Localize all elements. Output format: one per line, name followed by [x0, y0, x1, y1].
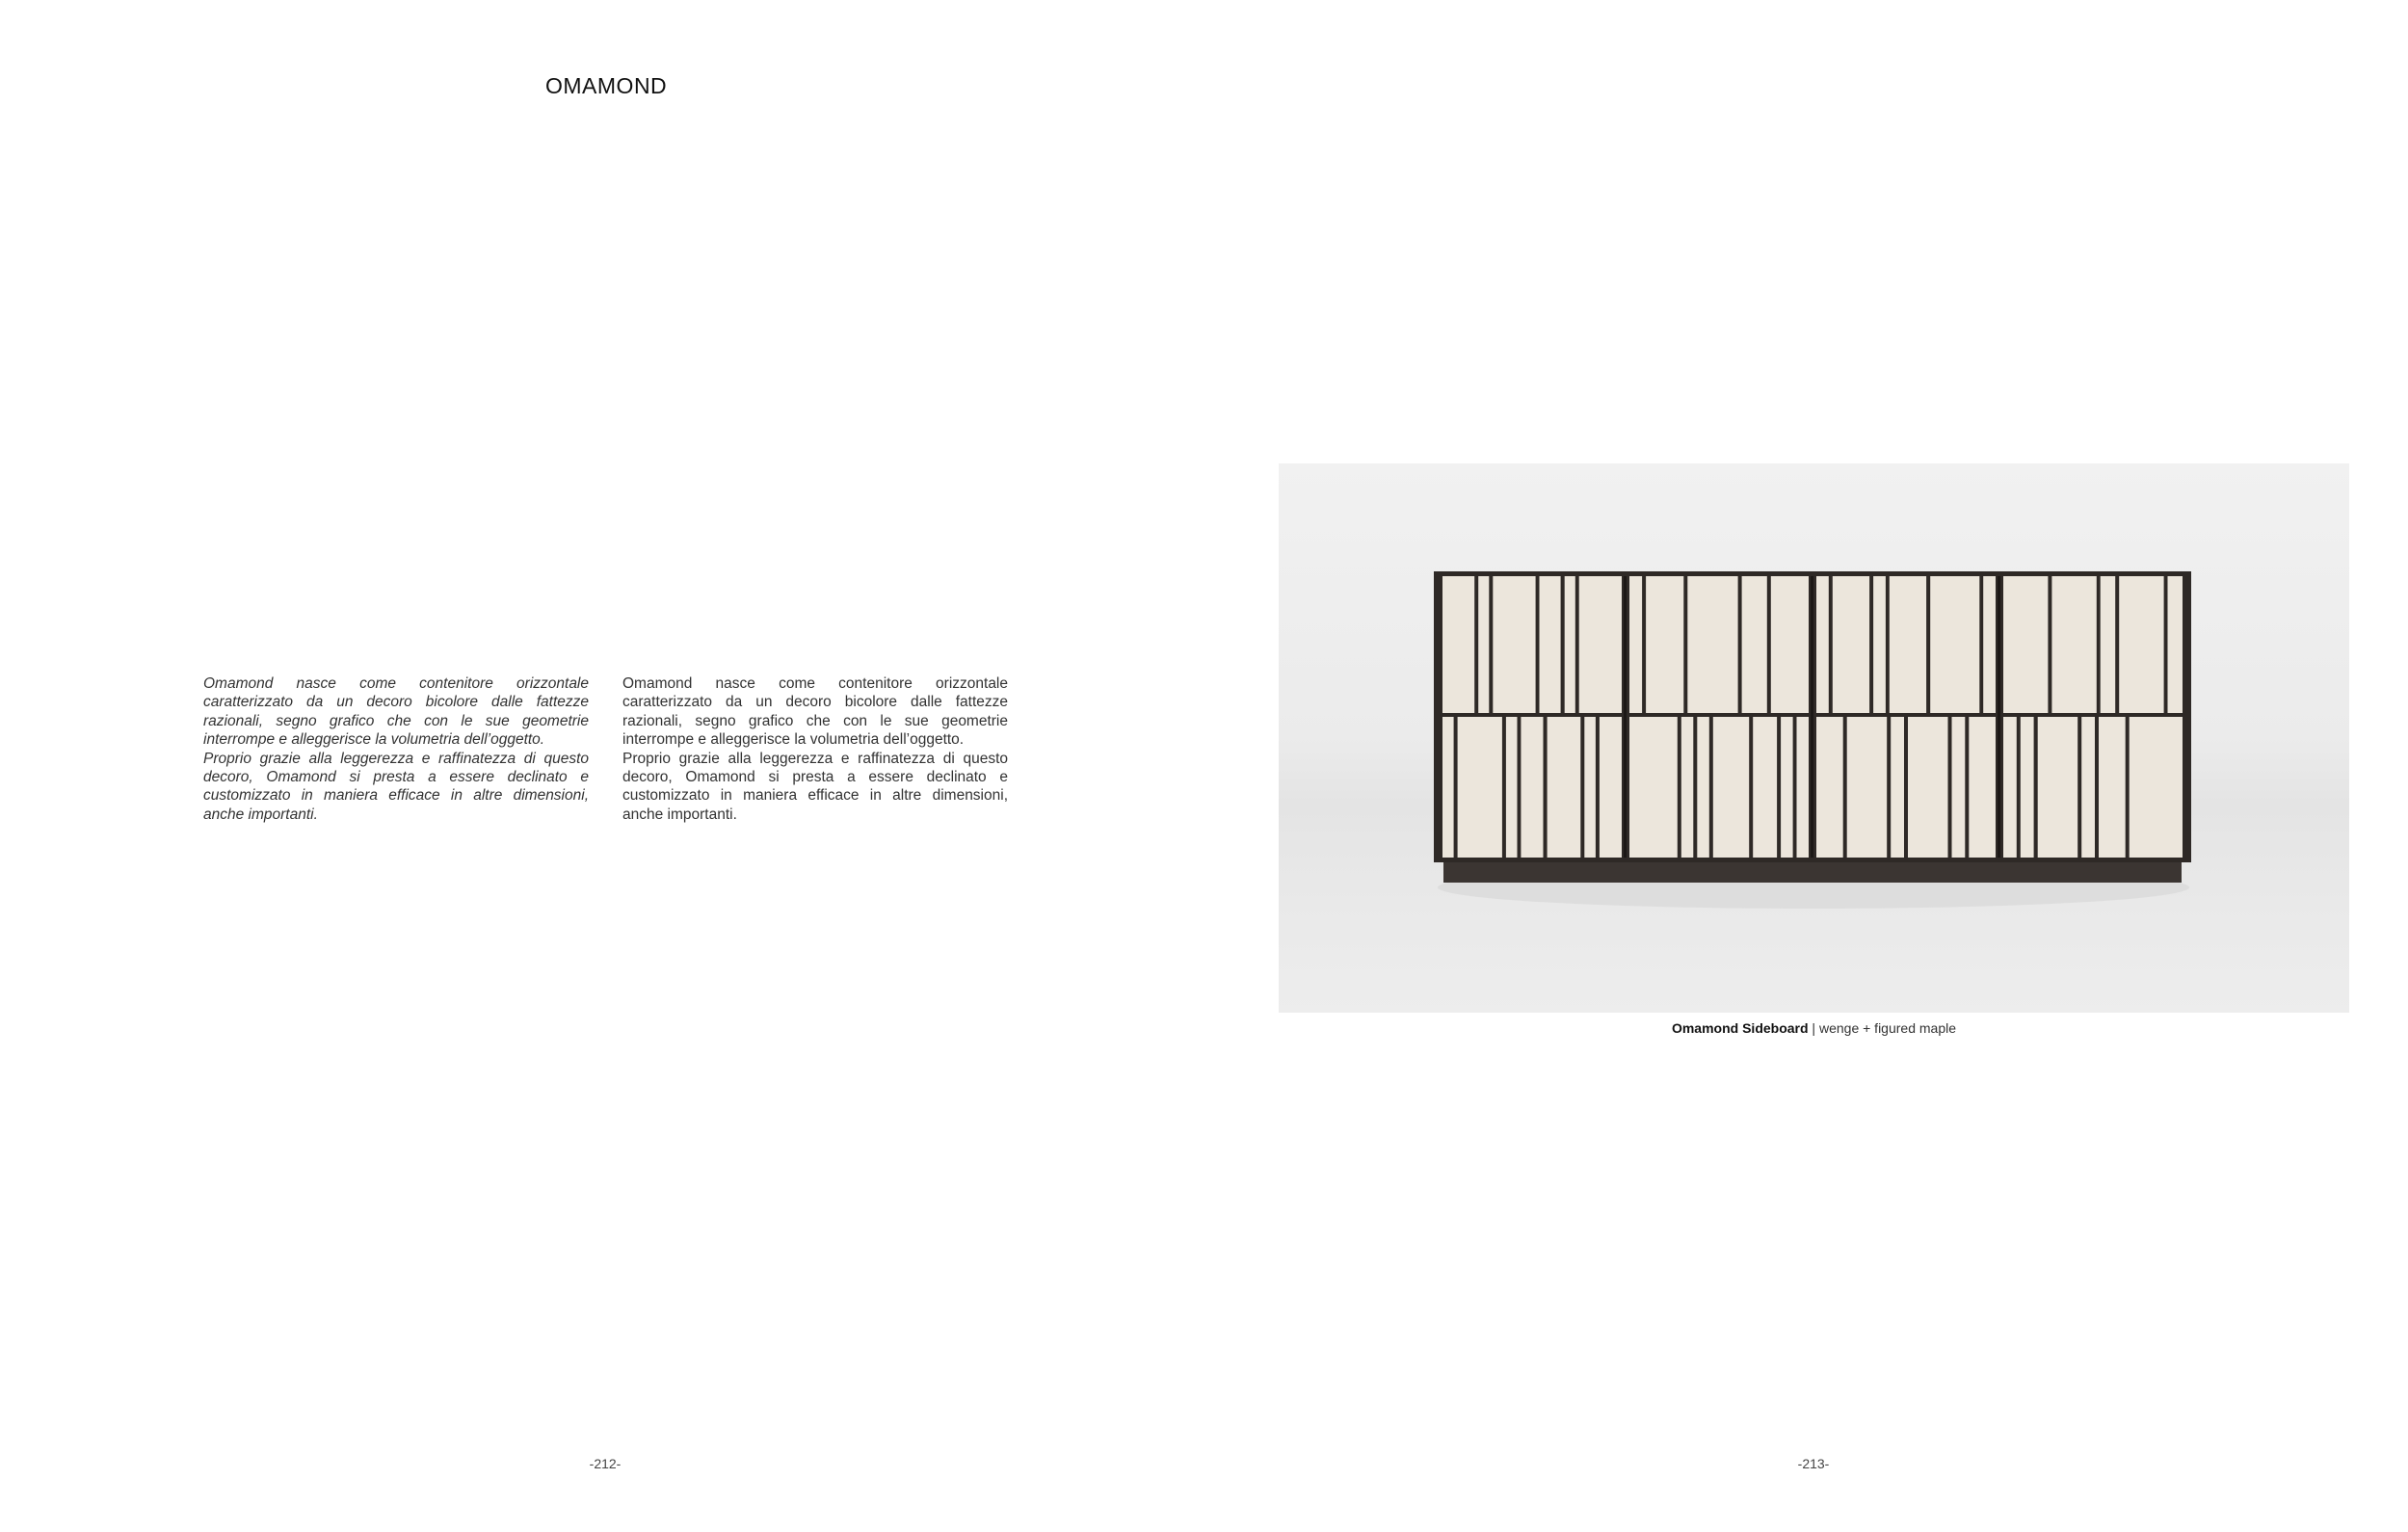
maple-panel: [1442, 576, 1474, 713]
maple-panel: [1753, 717, 1777, 858]
maple-panel: [1629, 576, 1642, 713]
door-seam: [1998, 576, 2000, 858]
maple-panel: [1548, 717, 1581, 858]
maple-panel: [1493, 576, 1535, 713]
maple-panel: [1584, 717, 1596, 858]
maple-panel: [2119, 576, 2163, 713]
maple-panel: [1687, 576, 1737, 713]
page-number-right: -213-: [1797, 1456, 1830, 1471]
maple-panel: [1579, 576, 1622, 713]
description-regular: [622, 674, 1008, 824]
maple-panel: [1891, 717, 1904, 858]
paragraph: Proprio grazie alla leggerezza e raffinatezza di questo decoro, Omamond si presta a essere declinato e customizzato in maniera efficace in altre dimensioni, anche importanti.: [622, 750, 1008, 823]
maple-panel: [1930, 576, 1979, 713]
door-seam: [1811, 576, 1813, 858]
maple-panel: [2101, 576, 2116, 713]
paragraph: Omamond nasce come contenitore orizzontale caratterizzato da un decoro bicolore dalle fattezze razionali, segno grafico che con le sue geometrie interrompe e alleggerisce la volumetria dell’oggetto.: [203, 675, 589, 749]
maple-panel: [1816, 576, 1829, 713]
caption-product: Omamond Sideboard: [1671, 1020, 1809, 1036]
caption-separator: |: [1808, 1020, 1819, 1036]
maple-panel: [2021, 717, 2034, 858]
maple-panel: [1697, 717, 1709, 858]
sideboard-photo: [1279, 463, 2349, 1013]
maple-panel: [1983, 576, 1996, 713]
maple-panel: [2168, 576, 2183, 713]
maple-panel: [1458, 717, 1502, 858]
maple-panel: [1506, 717, 1518, 858]
maple-panel: [2038, 717, 2078, 858]
maple-panel: [1908, 717, 1948, 858]
maple-panel: [1521, 717, 1543, 858]
maple-panel: [1873, 576, 1886, 713]
sideboard-illustration: [1279, 463, 2349, 1013]
maple-panel: [1816, 717, 1843, 858]
caption-finish: wenge + figured maple: [1818, 1020, 1957, 1036]
description-italic: [203, 674, 589, 824]
maple-panel: [1600, 717, 1622, 858]
maple-panel: [1797, 717, 1810, 858]
maple-panel: [2130, 717, 2183, 858]
maple-panel: [1952, 717, 1966, 858]
maple-panel: [1442, 717, 1454, 858]
maple-panel: [1833, 576, 1869, 713]
maple-panel: [1781, 717, 1793, 858]
maple-panel: [1629, 717, 1678, 858]
paragraph: Omamond nasce come contenitore orizzontale caratterizzato da un decoro bicolore dalle fattezze razionali, segno grafico che con le sue geometrie interrompe e alleggerisce la volumetria dell’oggetto.: [622, 675, 1008, 749]
maple-panel: [1890, 576, 1926, 713]
page-title: OMAMOND: [545, 73, 668, 98]
page-number-left: -212-: [589, 1456, 622, 1471]
maple-panel: [1969, 717, 1996, 858]
maple-panel: [1742, 576, 1767, 713]
maple-panel: [1847, 717, 1888, 858]
maple-panel: [2081, 717, 2095, 858]
maple-panel: [2003, 717, 2017, 858]
maple-panel: [1565, 576, 1575, 713]
paragraph: Proprio grazie alla leggerezza e raffinatezza di questo decoro, Omamond si presta a essere declinato e customizzato in maniera efficace in altre dimensioni, anche importanti.: [203, 750, 589, 823]
maple-panel: [2099, 717, 2126, 858]
maple-panel: [2051, 576, 2096, 713]
maple-panel: [1646, 576, 1683, 713]
photo-caption: [1279, 1020, 2349, 1036]
door-seam: [1624, 576, 1627, 858]
sideboard-doors: [1442, 576, 2183, 858]
maple-panel: [1478, 576, 1489, 713]
maple-panel: [1713, 717, 1749, 858]
maple-panel: [1771, 576, 1809, 713]
maple-panel: [1540, 576, 1561, 713]
maple-panel: [2003, 576, 2048, 713]
maple-panel: [1681, 717, 1694, 858]
